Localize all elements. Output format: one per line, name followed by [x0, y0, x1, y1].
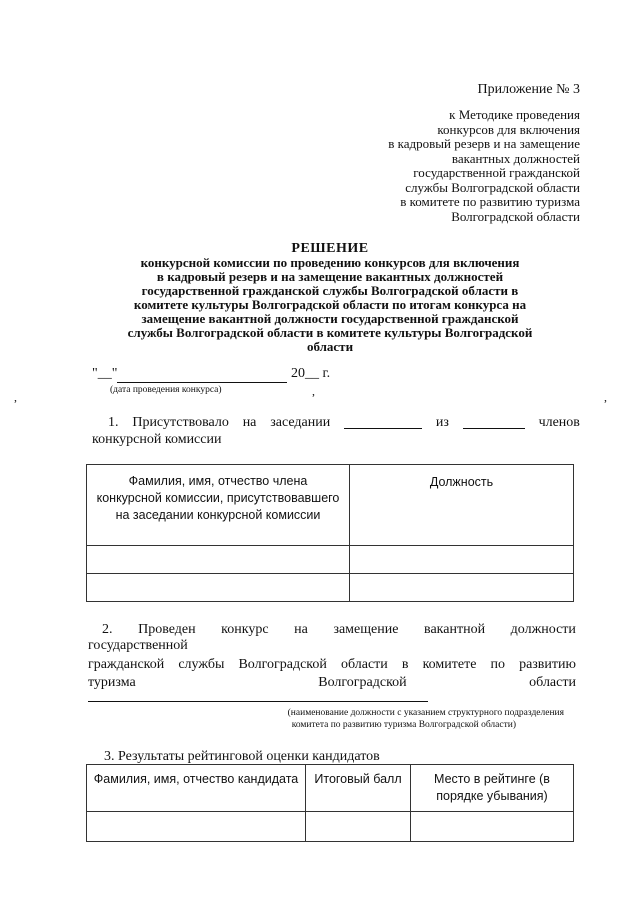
table-cell[interactable] [411, 812, 574, 842]
section-2-number: 2. [102, 622, 113, 637]
section-3-title: 3. Результаты рейтинговой оценки кандидатов [104, 749, 380, 764]
section-2-word: должности [510, 622, 576, 637]
title-line: замещение вакантной должности государственной гражданской [141, 311, 519, 326]
section-2-word: службы [178, 657, 225, 672]
header-final-score: Итоговый балл [306, 765, 411, 812]
date-comma: , [312, 384, 315, 398]
title-line: в кадровый резерв и на замещение вакантных должностей [156, 269, 504, 284]
date-month-blank[interactable] [117, 366, 287, 383]
date-year: 20__ г. [290, 366, 331, 381]
section-1-number: 1. [108, 415, 119, 430]
title-line: области [306, 339, 354, 354]
section-2-word: туризма [88, 675, 136, 690]
section-2-word: Волгоградской [318, 675, 407, 690]
table-cell[interactable] [350, 574, 574, 602]
section-2-line-1 [88, 621, 576, 639]
table-header-row [87, 465, 574, 546]
table-cell[interactable] [87, 574, 350, 602]
section-2-word: замещение [333, 622, 399, 637]
section-1-word: заседании [270, 415, 331, 430]
present-count-blank[interactable] [344, 414, 422, 429]
section-2-word: Волгоградской [238, 657, 327, 672]
title-line: конкурсной комиссии по проведению конкурсов для включения [140, 255, 520, 270]
header-candidate-name: Фамилия, имя, отчество кандидата [87, 765, 306, 812]
table-cell[interactable] [350, 546, 574, 574]
date-caption: (дата проведения конкурса) [110, 385, 222, 395]
header-member-name: Фамилия, имя, отчество члена конкурсной комиссии, присутствовавшего на заседании конкурсной комиссии [87, 465, 350, 546]
total-members-blank[interactable] [463, 414, 525, 429]
table-cell[interactable] [87, 546, 350, 574]
section-2-word: гражданской [88, 657, 165, 672]
section-2-word: по [490, 657, 505, 672]
title-line: комитете культуры Волгоградской области по итогам конкурса на [133, 297, 527, 312]
section-2-word: области [529, 675, 576, 690]
header-rating-place: Место в рейтинге (в порядке убывания) [411, 765, 574, 812]
title-line: государственной гражданской службы Волгоградской области в [141, 283, 519, 298]
position-name-blank[interactable] [88, 701, 428, 702]
table-row [87, 812, 574, 842]
method-line: службы Волгоградской области [405, 179, 580, 195]
method-line: Волгоградской области [451, 208, 580, 224]
method-line: конкурсов для включения [437, 121, 580, 137]
section-2-word: развитию [519, 657, 576, 672]
section-1-from: из [435, 415, 449, 430]
header-position: Должность [350, 465, 574, 546]
method-line: в комитете по развитию туризма [400, 194, 580, 209]
section-2-line-2: государственной [88, 638, 188, 653]
title-line: службы Волгоградской области в комитете культуры Волгоградской [127, 325, 533, 340]
margin-mark-left: , [14, 390, 17, 404]
method-reference [388, 108, 580, 224]
section-1-line-2: конкурсной комиссии [92, 432, 222, 447]
section-2-line-3 [88, 656, 576, 674]
method-line: к Методике проведения [449, 107, 580, 122]
method-line: вакантных должностей [451, 150, 580, 166]
decision-title: РЕШЕНИЕ [291, 241, 369, 256]
section-2-word: конкурс [221, 622, 269, 637]
position-caption-line: комитета по развитию туризма Волгоградской области) [291, 720, 516, 730]
margin-mark-right: , [604, 390, 607, 404]
section-1-members: членов [538, 415, 580, 430]
decision-title-block [80, 242, 580, 354]
section-1 [92, 414, 580, 448]
candidate-rating-table [86, 764, 574, 842]
section-2-word: области [340, 657, 388, 672]
date-line [92, 366, 330, 383]
method-line: в кадровый резерв и на замещение [388, 136, 580, 151]
section-2-word: вакантной [424, 622, 486, 637]
section-2-line-4 [88, 674, 576, 692]
section-1-word: Присутствовало [132, 415, 229, 430]
table-cell[interactable] [306, 812, 411, 842]
table-row [87, 546, 574, 574]
position-caption-line: (наименование должности с указанием структурного подразделения [287, 708, 564, 718]
section-2-word: комитете [422, 657, 477, 672]
method-line: государственной гражданской [413, 165, 580, 180]
table-row [87, 574, 574, 602]
appendix-number: Приложение № 3 [477, 82, 580, 97]
section-1-line-1 [92, 414, 580, 431]
section-2-word: в [401, 657, 409, 672]
table-header-row [87, 765, 574, 812]
table-cell[interactable] [87, 812, 306, 842]
section-2-word: на [294, 622, 308, 637]
section-1-word: на [242, 415, 257, 430]
section-2-word: Проведен [138, 622, 196, 637]
date-day-quotes: "__" [92, 366, 118, 381]
position-caption [88, 707, 564, 731]
commission-members-table [86, 464, 574, 602]
section-2 [88, 621, 576, 692]
